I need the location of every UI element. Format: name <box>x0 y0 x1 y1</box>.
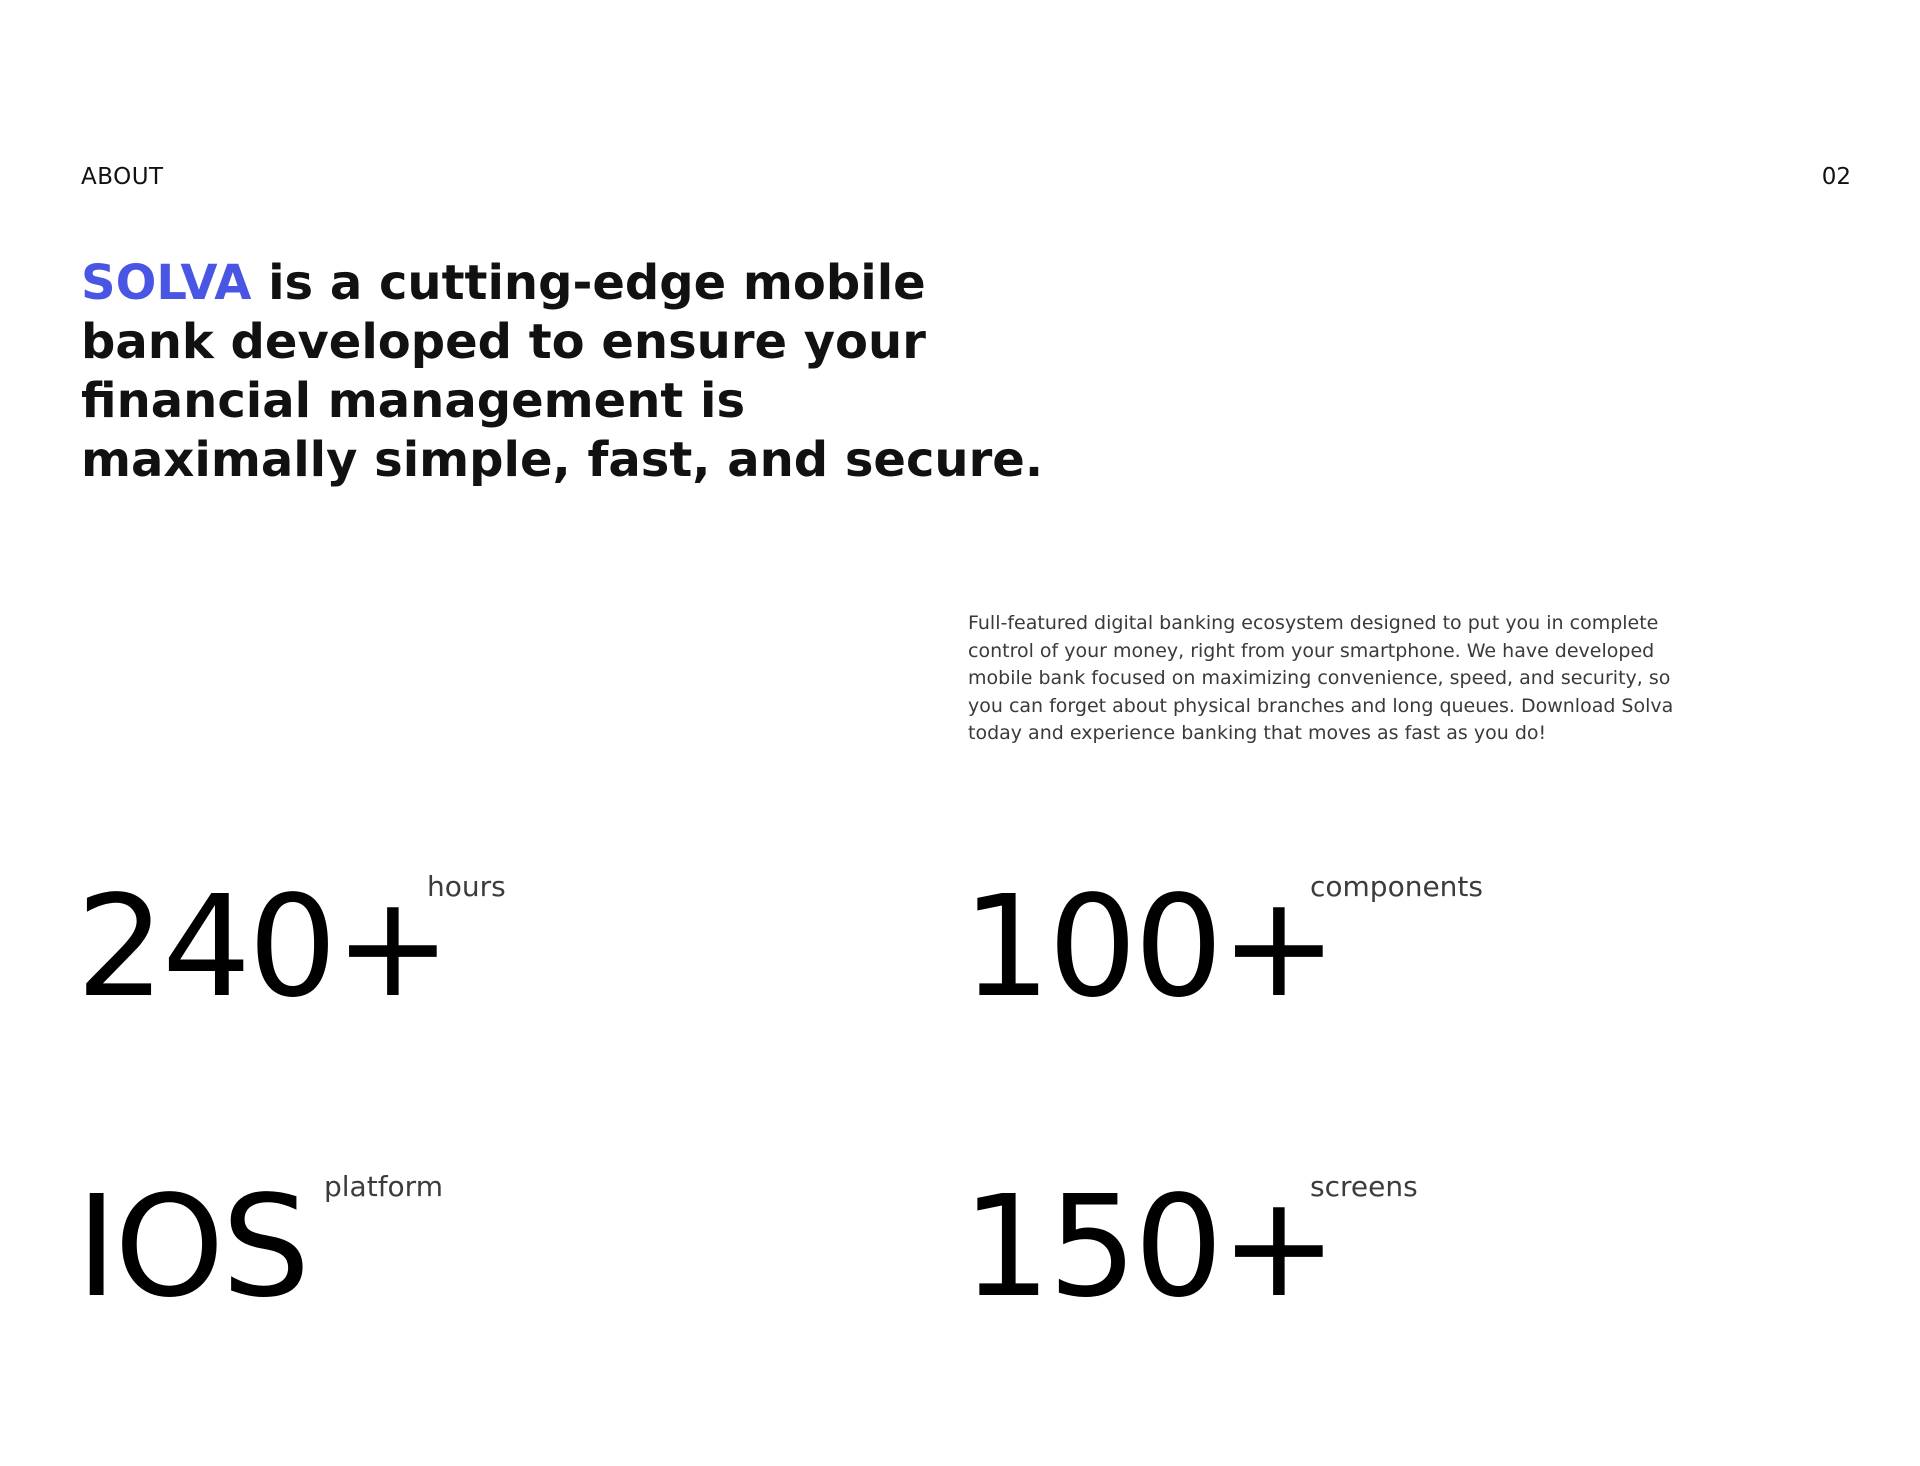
stat-value: IOS <box>76 1166 308 1329</box>
headline-line-3: financial management is <box>81 373 746 429</box>
headline-line-4: maximally simple, fast, and secure. <box>81 432 1044 488</box>
section-label: ABOUT <box>81 164 164 190</box>
brand-name: SOLVA <box>81 255 252 311</box>
headline-line-1 <box>81 254 981 313</box>
description <box>968 610 1688 748</box>
stat-value: 100+ <box>962 866 1335 1029</box>
stat-unit: screens <box>1310 1170 1418 1203</box>
stat-unit: hours <box>427 870 506 903</box>
stat-unit: components <box>1310 870 1483 903</box>
description-line: mobile bank focused on maximizing convenience, speed, and security, so <box>968 667 1671 689</box>
stat-unit: platform <box>324 1170 443 1203</box>
headline-line-2: bank developed to ensure your <box>81 314 926 370</box>
description-line: control of your money, right from your smartphone. We have developed <box>968 639 1655 662</box>
stat-value: 240+ <box>76 866 449 1029</box>
description-line: you can forget about physical branches and long queues. Download Solva <box>968 694 1674 717</box>
headline-line-1-text: is a cutting-edge mobile <box>251 255 926 311</box>
description-line: Full-featured digital banking ecosystem designed to put you in complete <box>968 612 1659 634</box>
headline <box>81 254 1044 490</box>
description-line: today and experience banking that moves as fast as you do! <box>968 722 1547 744</box>
page-number: 02 <box>1821 164 1851 190</box>
stat-value: 150+ <box>962 1166 1335 1329</box>
